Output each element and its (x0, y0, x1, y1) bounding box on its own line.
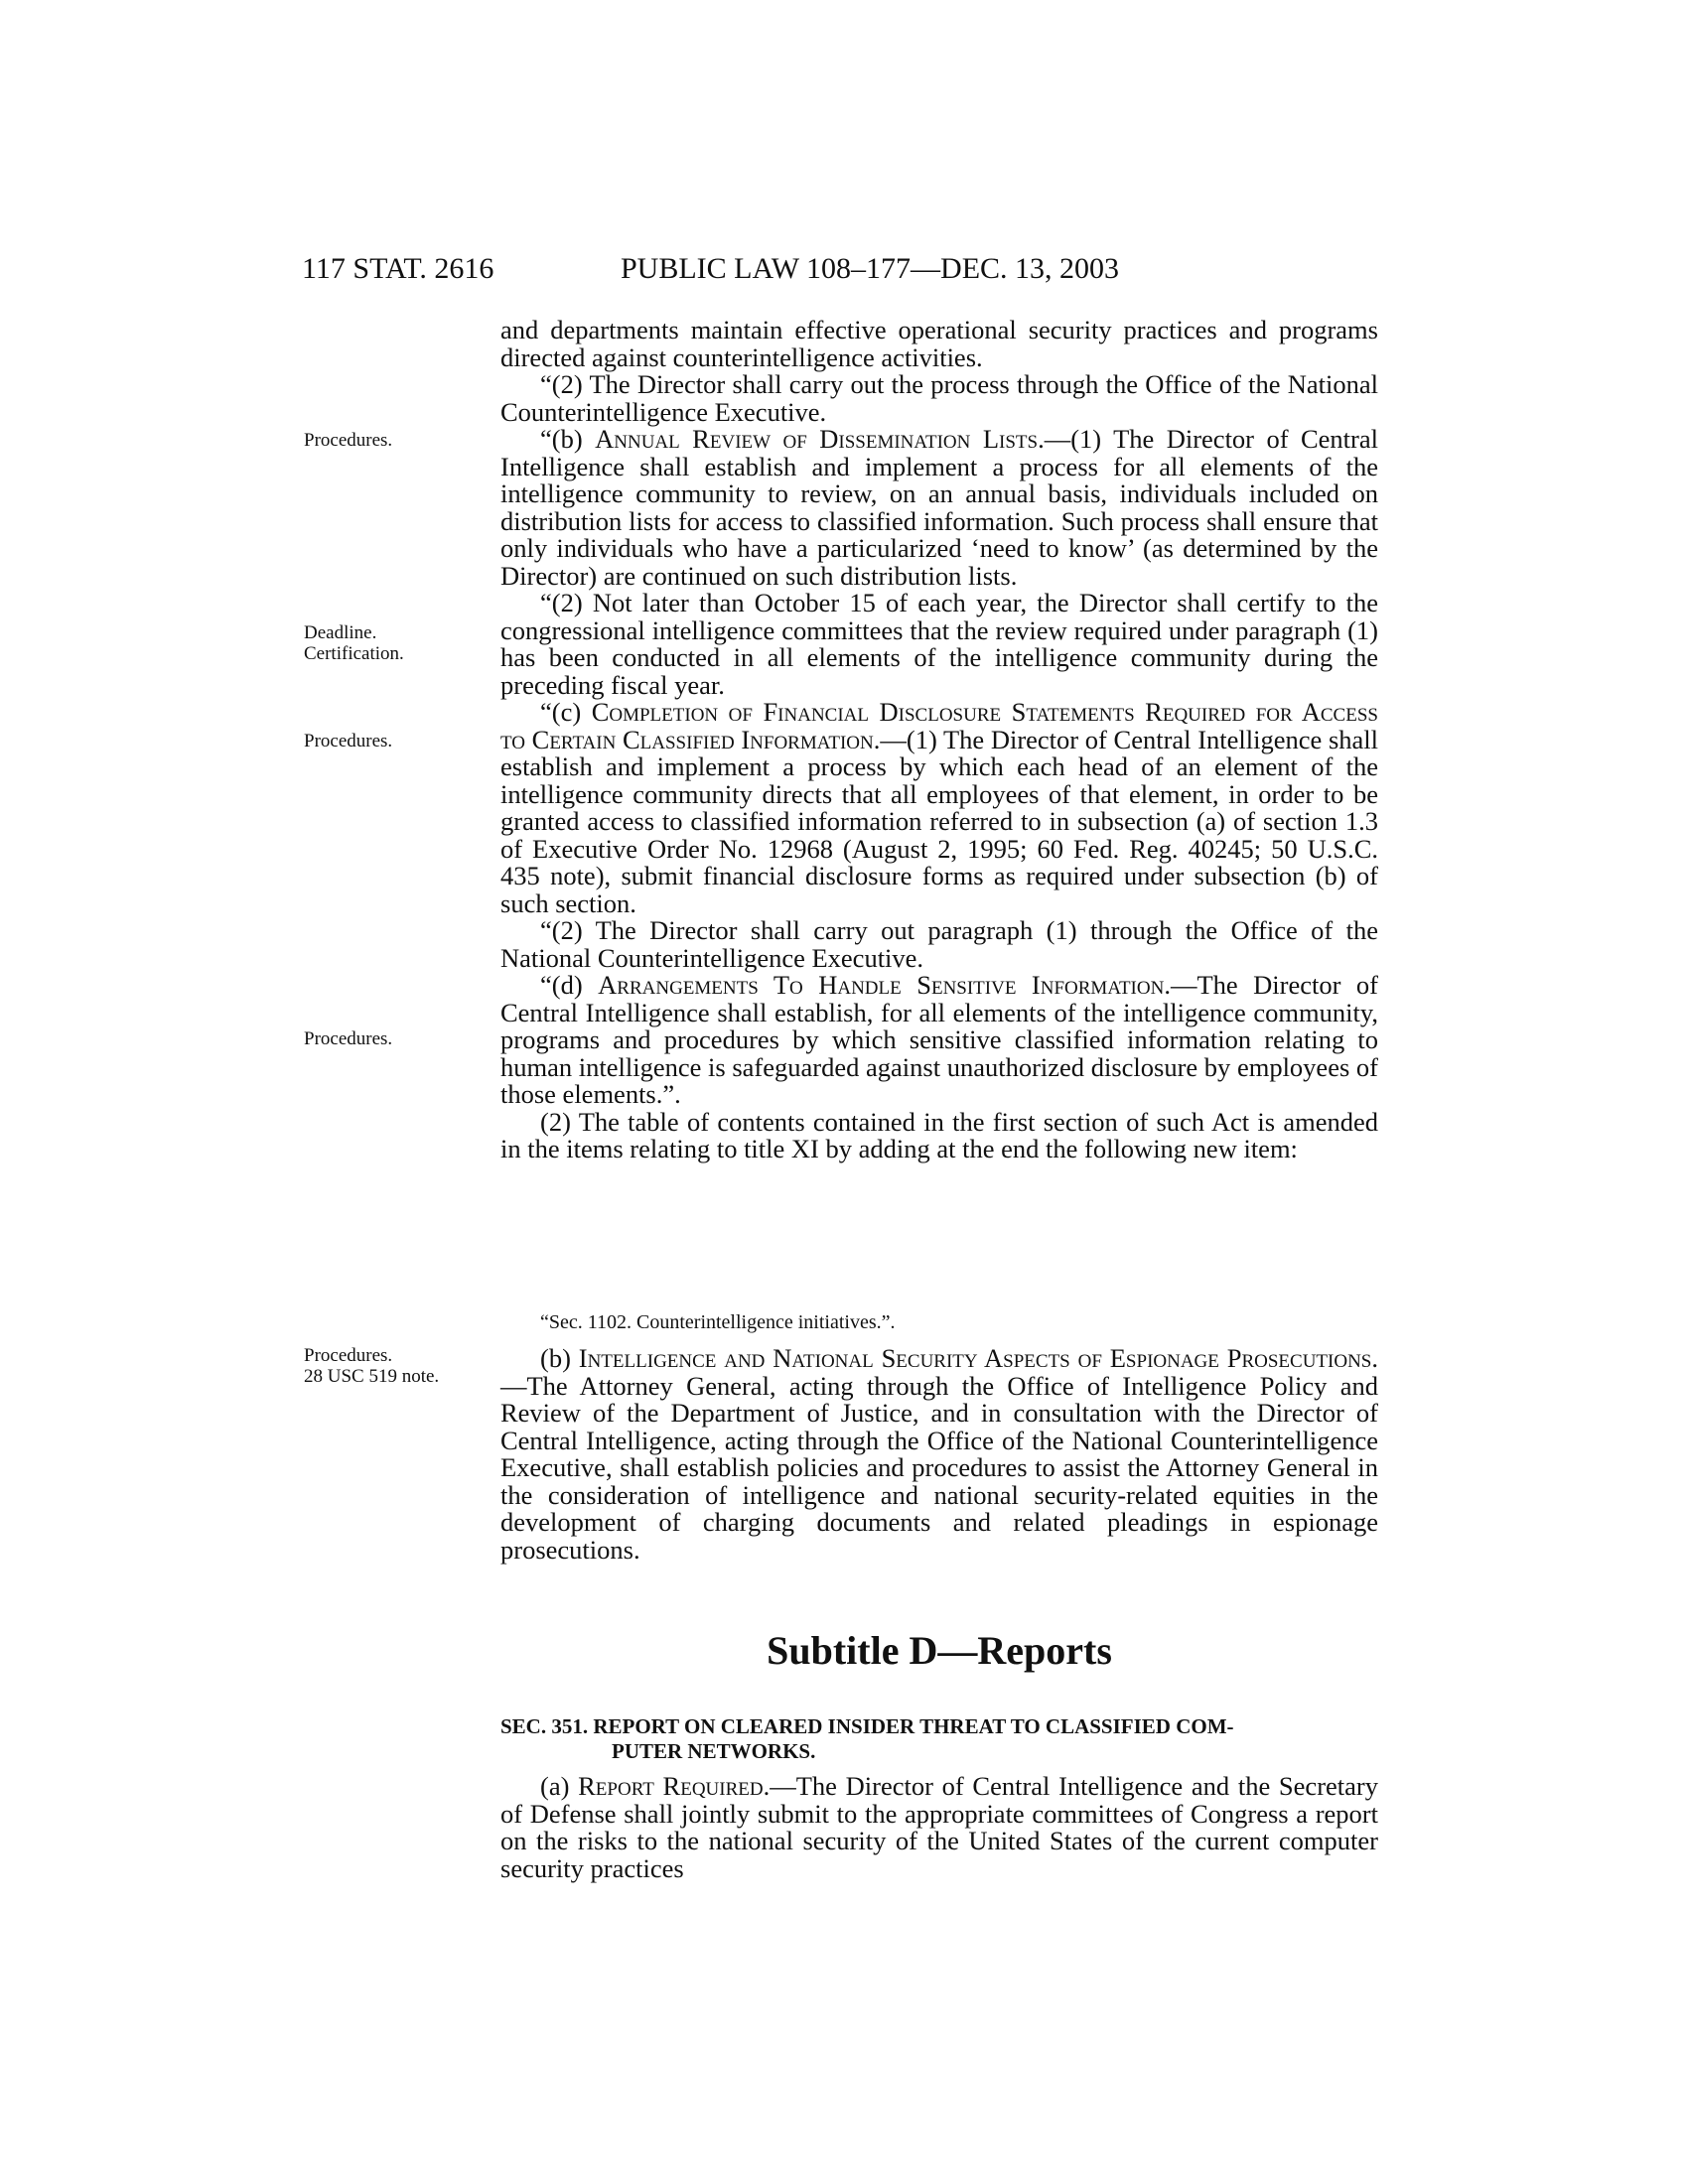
margin-note-usc-citation: 28 USC 519 note. (304, 1366, 440, 1387)
margin-note-procedures: Procedures. (304, 430, 393, 451)
paragraph-heading: Arrangements To Handle Sensitive Information. (598, 970, 1171, 1000)
section-text-block (500, 1773, 1378, 1882)
running-title: PUBLIC LAW 108–177—DEC. 13, 2003 (621, 252, 1120, 285)
paragraph: “(2) Not later than October 15 of each year, the Director shall certify to the congressional intelligence committees that the review required under paragraph (1) has been conducted in all elements of the intelligence community during the preceding fiscal year. (500, 588, 1378, 700)
paragraph-espionage-prosecutions: (b) Intelligence and National Security Aspects of Espionage Prosecutions.—The Attorney General, acting through the Office of Intelligence Policy and Review of the Department of Justice, and in consultation with the Director of Central Intelligence, acting through the Office of the National Counterintelligence Executive, shall establish policies and procedures to assist the Attorney General in the consideration of intelligence and national security-related equities in the development of charging documents and related pleadings in espionage prosecutions. (500, 1343, 1379, 1565)
paragraph: “(2) The Director shall carry out paragraph (1) through the Office of the National Counterintelligence Executive. (500, 915, 1378, 973)
paragraph: (2) The table of contents contained in the first section of such Act is amended in the items relating to title XI by adding at the end the following new item: (500, 1106, 1378, 1163)
paragraph-heading: Report Required. (578, 1771, 771, 1801)
paragraph: “(2) The Director shall carry out the process through the Office of the National Counterintelligence Executive. (500, 369, 1378, 427)
paragraph-heading: Annual Review of Dissemination Lists. (595, 424, 1045, 454)
toc-item: “Sec. 1102. Counterintelligence initiatives.”. (540, 1311, 896, 1333)
paragraph-heading: Intelligence and National Security Aspects of Espionage Prosecutions. (578, 1343, 1379, 1373)
paragraph-report-required: (a) Report Required.—The Director of Central Intelligence and the Secretary of Defense shall jointly submit to the appropriate committees of Congress a report on the risks to the national security of the United States of the current computer security practices (500, 1771, 1378, 1883)
margin-note-procedures: Procedures. (304, 731, 393, 751)
subtitle-heading: Subtitle D—Reports (767, 1628, 1112, 1673)
margin-note-deadline: Deadline. (304, 622, 377, 643)
margin-note-procedures: Procedures. (304, 1345, 393, 1366)
stat-page-number: 117 STAT. 2616 (302, 252, 494, 285)
espionage-text-block (500, 1345, 1378, 1564)
paragraph-heading: Completion of Financial Disclosure Statements Required for Access to Certain Classified Information. (500, 697, 1378, 754)
section-heading: SEC. 351. REPORT ON CLEARED INSIDER THREAT TO CLASSIFIED COM- PUTER NETWORKS. (500, 1714, 1234, 1763)
paragraph-annual-review: “(b) Annual Review of Dissemination Lists.—(1) The Director of Central Intelligence shall establish and implement a process for all elements of the intelligence community to review, on an annual basis, individuals included on distribution lists for access to classified information. Such process shall ensure that only individuals who have a particularized ‘need to know’ (as determined by the Director) are continued on such distribution lists. (500, 424, 1378, 591)
margin-note-procedures: Procedures. (304, 1028, 393, 1049)
paragraph: and departments maintain effective operational security practices and programs directed against counterintelligence activities. (500, 315, 1378, 372)
main-text-block (500, 317, 1378, 1163)
margin-note-certification: Certification. (304, 643, 404, 664)
paragraph-sensitive-information: “(d) Arrangements To Handle Sensitive Information.—The Director of Central Intelligence shall establish, for all elements of the intelligence community, programs and procedures by which sensitive classified information relating to human intelligence is safeguarded against unauthorized disclosure by employees of those elements.”. (500, 970, 1378, 1109)
paragraph-financial-disclosure: “(c) Completion of Financial Disclosure Statements Required for Access to Certain Classified Information.—(1) The Director of Central Intelligence shall establish and implement a process by which each head of an element of the intelligence community directs that all employees of that element, in order to be granted access to classified information referred to in subsection (a) of section 1.3 of Executive Order No. 12968 (August 2, 1995; 60 Fed. Reg. 40245; 50 U.S.C. 435 note), submit financial disclosure forms as required under subsection (b) of such section. (500, 697, 1378, 918)
